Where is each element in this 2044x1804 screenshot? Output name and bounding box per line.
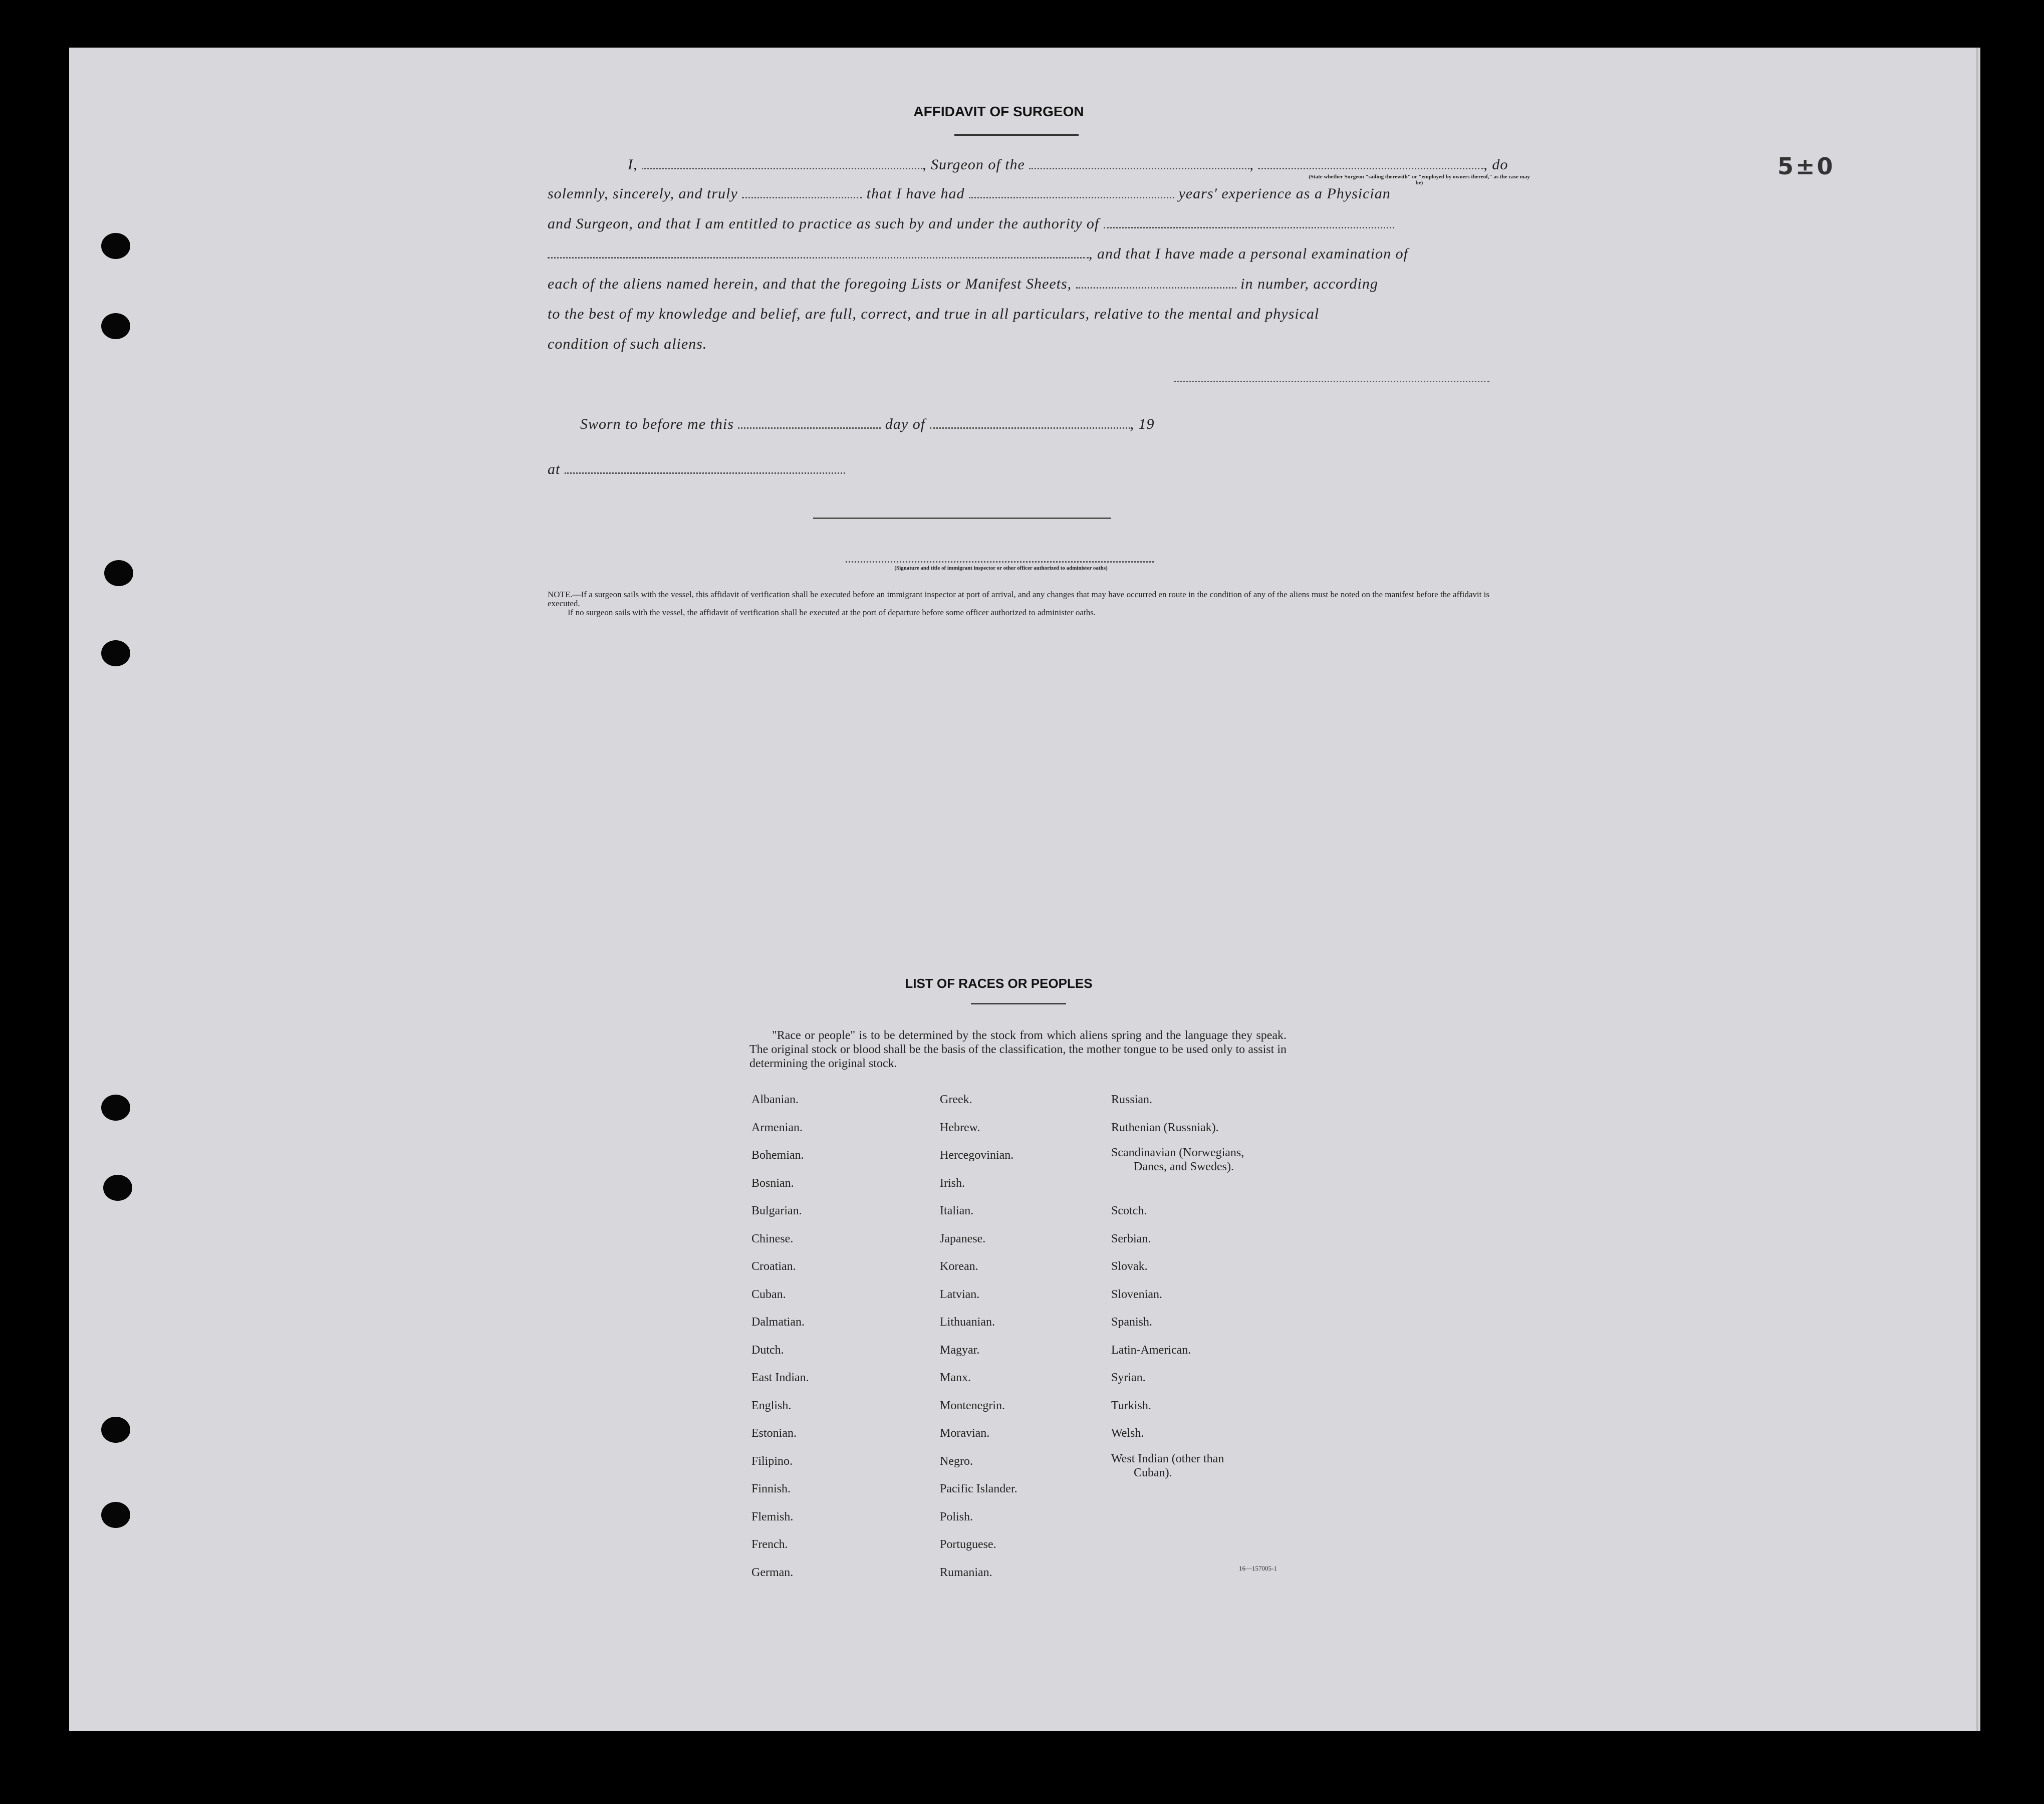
punch-hole bbox=[101, 233, 130, 259]
race-item: Welsh. bbox=[1111, 1427, 1144, 1440]
title-underline bbox=[954, 134, 1079, 136]
blank-years bbox=[969, 196, 1174, 198]
affidavit-note bbox=[548, 590, 1489, 617]
punch-hole bbox=[101, 1095, 130, 1121]
race-item: Japanese. bbox=[940, 1232, 986, 1245]
race-item: Moravian. bbox=[940, 1427, 990, 1440]
blank-day bbox=[738, 427, 881, 429]
race-item: Bosnian. bbox=[751, 1176, 794, 1190]
race-item: Magyar. bbox=[940, 1343, 980, 1357]
race-item: Dalmatian. bbox=[751, 1316, 805, 1329]
races-column-2 bbox=[940, 1086, 1017, 1587]
affidavit-line-1 bbox=[628, 156, 1508, 173]
text: (State whether Surgeon "sailing therewith" or "employed by owners thereof," as the case may be) bbox=[1309, 174, 1530, 186]
inspector-title-line bbox=[846, 561, 1154, 563]
race-item: Korean. bbox=[940, 1260, 978, 1273]
race-item: Filipino. bbox=[751, 1454, 793, 1468]
race-item: Scandinavian (Norwegians, bbox=[1111, 1146, 1244, 1159]
race-item: Finnish. bbox=[751, 1482, 791, 1495]
text: , 19 bbox=[1130, 416, 1155, 432]
affidavit-line-4 bbox=[548, 245, 1408, 263]
text: , Surgeon of the bbox=[922, 156, 1025, 173]
race-item: Polish. bbox=[940, 1510, 973, 1523]
races-intro bbox=[749, 1028, 1287, 1071]
affidavit-line-6 bbox=[548, 306, 1319, 323]
text: that I have had bbox=[866, 185, 965, 202]
text: , do bbox=[1483, 156, 1508, 173]
blank-place bbox=[565, 472, 845, 474]
race-item: Serbian. bbox=[1111, 1232, 1151, 1245]
races-title: LIST OF RACES OR PEOPLES bbox=[905, 976, 1093, 991]
page-number: 5±0 bbox=[1777, 153, 1835, 180]
punch-hole bbox=[101, 640, 130, 666]
affidavit-line-2 bbox=[548, 185, 1391, 202]
race-item: Bulgarian. bbox=[751, 1204, 802, 1217]
text: years' experience as a Physician bbox=[1178, 185, 1391, 202]
race-item: West Indian (other than bbox=[1111, 1452, 1224, 1465]
race-item: German. bbox=[751, 1566, 794, 1579]
punch-hole bbox=[101, 1417, 130, 1443]
affidavit-line-3 bbox=[548, 215, 1394, 232]
punch-hole bbox=[101, 313, 130, 339]
race-item: French. bbox=[751, 1538, 788, 1551]
race-item: Portuguese. bbox=[940, 1538, 996, 1551]
race-item: Cuban. bbox=[751, 1287, 786, 1301]
race-item: Danes, and Swedes). bbox=[1134, 1160, 1234, 1173]
race-item: Rumanian. bbox=[940, 1566, 992, 1579]
races-intro-text: "Race or people" is to be determined by the stock from which aliens spring and the language they speak. The original stock or blood shall be the basis of the classification, the mother tongue to be used only to assist in determining the original stock. bbox=[749, 1029, 1287, 1070]
race-item: Greek. bbox=[940, 1093, 972, 1106]
race-item: English. bbox=[751, 1399, 792, 1412]
race-item: Latin-American. bbox=[1111, 1343, 1191, 1357]
race-item: Syrian. bbox=[1111, 1371, 1146, 1384]
text: Sworn to before me this bbox=[580, 416, 734, 432]
page-edge bbox=[1976, 48, 1978, 1731]
sworn-line bbox=[580, 416, 1155, 433]
race-item: Slovenian. bbox=[1111, 1287, 1162, 1301]
text: I, bbox=[628, 156, 638, 173]
race-item: Croatian. bbox=[751, 1260, 796, 1273]
race-item: Hercegovinian. bbox=[940, 1149, 1014, 1162]
race-item: Dutch. bbox=[751, 1343, 784, 1357]
race-item: Estonian. bbox=[751, 1427, 797, 1440]
blank-affirm bbox=[742, 196, 862, 198]
text: and Surgeon, and that I am entitled to practice as such by and under the authority of bbox=[548, 215, 1100, 232]
race-item: Hebrew. bbox=[940, 1121, 980, 1134]
text: , and that I have made a personal examination of bbox=[1089, 245, 1408, 262]
race-item: Negro. bbox=[940, 1454, 973, 1468]
blank-month bbox=[930, 427, 1130, 429]
race-item: Manx. bbox=[940, 1371, 971, 1384]
blank-vessel bbox=[1029, 167, 1249, 169]
race-item: Albanian. bbox=[751, 1093, 799, 1106]
race-item: Flemish. bbox=[751, 1510, 794, 1523]
text: solemnly, sincerely, and truly bbox=[548, 185, 738, 202]
document-page bbox=[69, 48, 1980, 1731]
note-paragraph-1: NOTE.—If a surgeon sails with the vessel, this affidavit of verification shall be executed before an immigrant inspector at port of arrival, and any changes that may have occurred en route in the condition of any of the aliens must be noted on the manifest before the affidavit is executed. bbox=[548, 590, 1489, 608]
race-item: Russian. bbox=[1111, 1093, 1153, 1106]
blank-authority bbox=[1104, 226, 1394, 228]
text: day of bbox=[885, 416, 926, 432]
signature-caption bbox=[846, 565, 1156, 571]
affidavit-line-7 bbox=[548, 336, 707, 353]
blank-authority-cont bbox=[548, 256, 1089, 259]
blank-name bbox=[642, 167, 922, 169]
text: (Signature and title of immigrant inspector or other officer authorized to administer oaths) bbox=[894, 565, 1108, 571]
race-item: Chinese. bbox=[751, 1232, 794, 1245]
races-column-3 bbox=[1111, 1086, 1244, 1480]
races-title-underline bbox=[971, 1003, 1066, 1004]
text: , bbox=[1249, 156, 1254, 173]
text: at bbox=[548, 461, 561, 477]
race-item: East Indian. bbox=[751, 1371, 809, 1384]
race-item: Pacific Islander. bbox=[940, 1482, 1017, 1495]
at-line bbox=[548, 461, 845, 478]
race-item: Armenian. bbox=[751, 1121, 803, 1134]
blank-status bbox=[1258, 167, 1483, 169]
race-item: Turkish. bbox=[1111, 1399, 1151, 1412]
form-number: 16—157005-1 bbox=[1239, 1565, 1277, 1572]
race-item: Ruthenian (Russniak). bbox=[1111, 1121, 1219, 1134]
race-item: Bohemian. bbox=[751, 1149, 804, 1162]
race-item: Irish. bbox=[940, 1176, 965, 1190]
race-item: Cuban). bbox=[1134, 1466, 1172, 1479]
affidavit-title: AFFIDAVIT OF SURGEON bbox=[913, 104, 1084, 119]
race-item: Scotch. bbox=[1111, 1204, 1147, 1217]
text: to the best of my knowledge and belief, are full, correct, and true in all particulars, relative to the mental and physical bbox=[548, 306, 1320, 322]
text: in number, according bbox=[1240, 276, 1378, 292]
races-column-1 bbox=[751, 1086, 809, 1587]
blank-sheet-count bbox=[1076, 287, 1236, 289]
race-item: Latvian. bbox=[940, 1287, 980, 1301]
punch-hole bbox=[104, 560, 133, 586]
state-whether-caption bbox=[1307, 174, 1532, 186]
surgeon-signature-line bbox=[1174, 381, 1489, 382]
race-item: Slovak. bbox=[1111, 1260, 1148, 1273]
race-item: Lithuanian. bbox=[940, 1316, 995, 1329]
race-item: Montenegrin. bbox=[940, 1399, 1005, 1412]
text: condition of such aliens. bbox=[548, 336, 707, 352]
race-item: Italian. bbox=[940, 1204, 974, 1217]
race-item: Spanish. bbox=[1111, 1316, 1153, 1329]
inspector-signature-line bbox=[813, 518, 1111, 519]
punch-hole bbox=[101, 1502, 130, 1528]
text: each of the aliens named herein, and that the foregoing Lists or Manifest Sheets, bbox=[548, 276, 1072, 292]
punch-hole bbox=[103, 1175, 132, 1201]
affidavit-line-5 bbox=[548, 276, 1378, 293]
note-paragraph-2: If no surgeon sails with the vessel, the affidavit of verification shall be executed at the port of departure before some officer authorized to administer oaths. bbox=[568, 608, 1096, 617]
